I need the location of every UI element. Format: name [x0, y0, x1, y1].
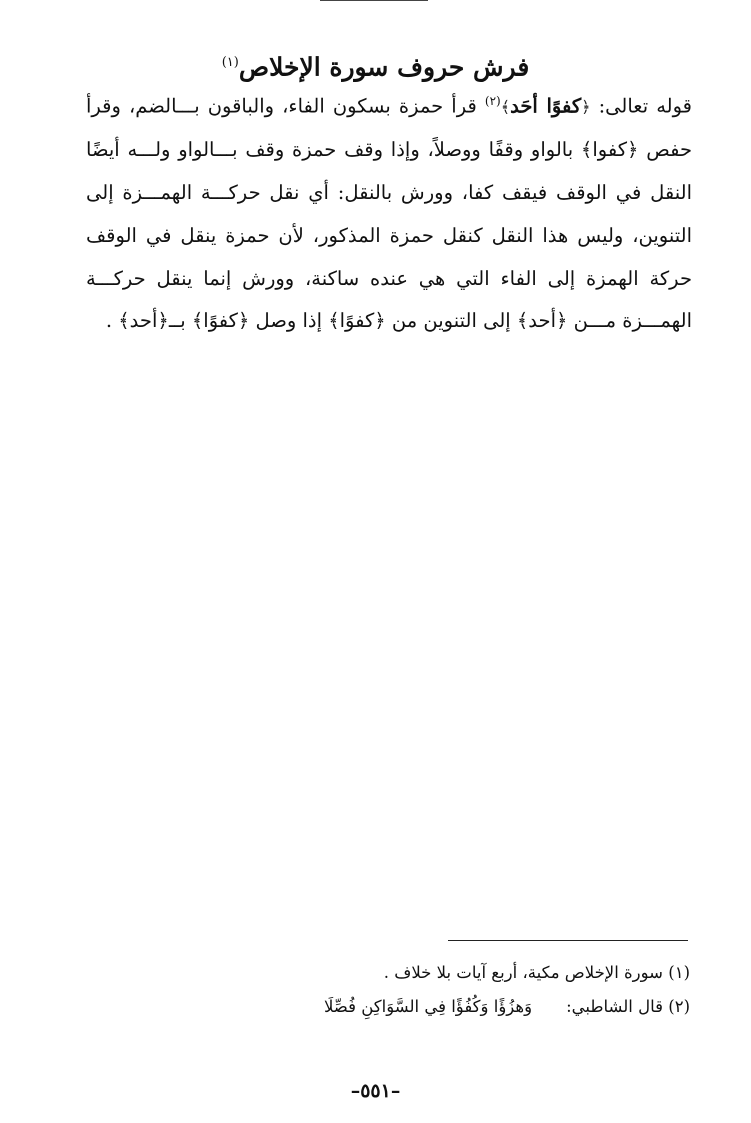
body-footnote-ref: (٢): [484, 94, 501, 108]
body-text: [86, 80, 692, 343]
footnote-2-label: (٢) قال الشاطبي:: [566, 997, 690, 1016]
quote-close-ornament: ﴾: [500, 97, 511, 117]
title-text: فرش حروف سورة الإخلاص: [238, 52, 530, 82]
body-commentary: قرأ حمزة بسكون الفاء، والباقون بـــالضم، وقرأ حفص ﴿كفوا﴾ بالواو وقفًا ووصلاً، وإذا وقف حمزة وقف بـــالواو ولـــه أيضًا النقل في الوقف فيقف كفا، وورش بالنقل: أي نقل حركـــة الهمـــزة إلى التنوين، وليس هذا النقل كنقل حمزة المذكور، لأن حمزة ينقل في الوقف حركة الهمزة إلى الفاء التي هي عنده ساكنة، وورش إنما ينقل حركـــة الهمـــزة مـــن ﴿أحد﴾ إلى التنوين من ﴿كفوًا﴾ إذا وصل ﴿كفوًا﴾ بــ﴿أحد﴾ .: [86, 94, 692, 333]
quote-open-ornament: ﴿: [581, 97, 591, 117]
page-number: –٥٥١–: [350, 1080, 401, 1102]
footnote-1: (١) سورة الإخلاص مكية، أربع آيات بلا خلاف .: [383, 963, 690, 982]
quoted-verse: كفوًا أحَد: [510, 94, 582, 118]
footnotes: [200, 956, 690, 1024]
title-footnote-ref: (١): [221, 54, 239, 70]
footnote-2: [200, 990, 690, 1024]
top-rule: [320, 0, 428, 1]
footnote-rule: [448, 940, 688, 941]
intro-text: قوله تعالى:: [590, 94, 693, 118]
footnote-2-verse: وَهزُؤًا وَكُفُؤًا فِي السَّوَاكِنِ فُصِّلَا: [323, 997, 533, 1016]
body-paragraph: [86, 80, 692, 343]
